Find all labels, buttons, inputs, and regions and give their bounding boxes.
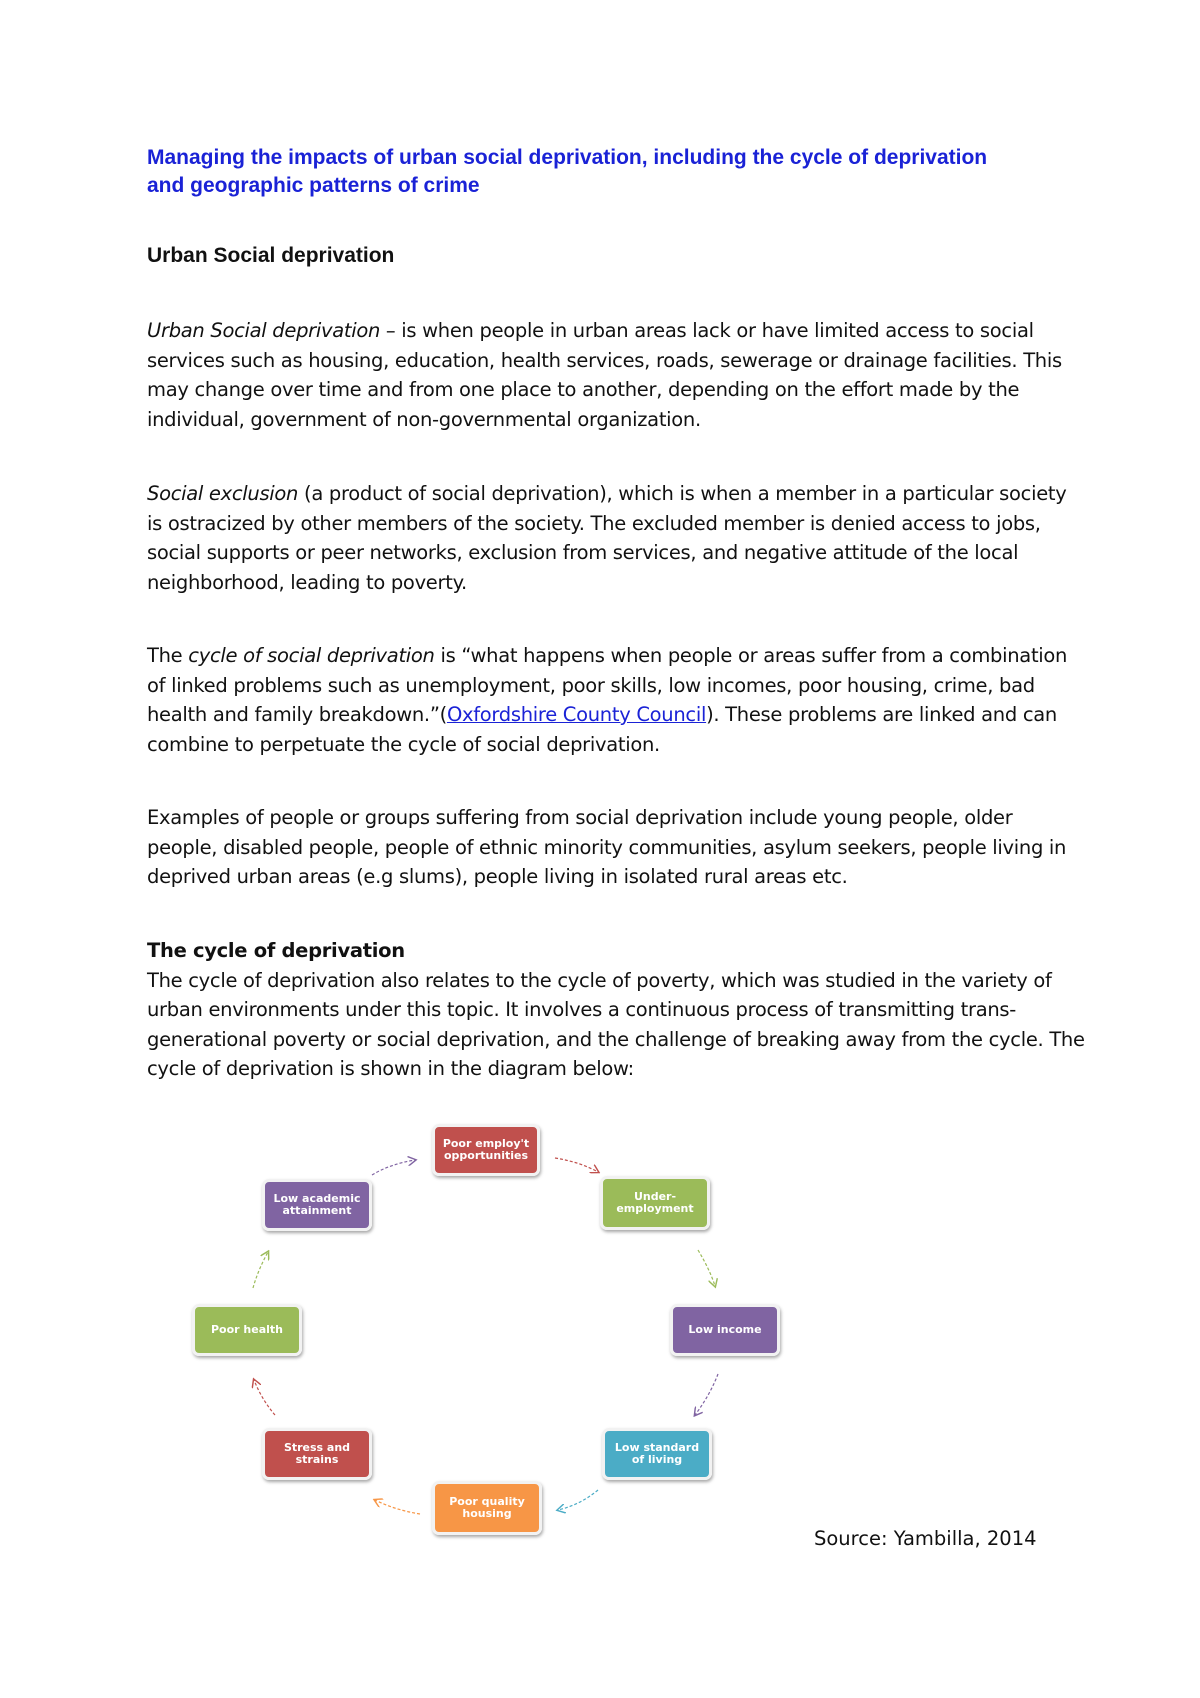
node-poor-employment-opportunities: Poor employ't opportunities	[432, 1124, 540, 1176]
paragraph-text: is “what happens when people or areas suffer from a combination of linked problems such as unemployment, poor skills, low incomes, poor housing, crime, bad health and family breakdown.”(	[147, 644, 1068, 726]
term-urban-social-deprivation: Urban Social deprivation	[147, 319, 381, 342]
paragraph-text: – is when people in urban areas lack or have limited access to social services such as housing, education, health services, roads, sewerage or drainage facilities. This may change over time and from one place to another, depending on the effort made by the individual, government of non-governmental organization.	[147, 319, 1062, 431]
node-stress-and-strains: Stress and strains	[262, 1428, 372, 1480]
arrow-1	[555, 1158, 598, 1172]
arrow-7	[253, 1252, 268, 1288]
paragraph-cycle-of-deprivation	[147, 936, 1087, 1084]
node-under-employment: Under-employment	[600, 1176, 710, 1230]
document-title: Managing the impacts of urban social deprivation, including the cycle of deprivation and geographic patterns of crime	[147, 146, 988, 197]
arrow-3	[695, 1374, 718, 1415]
node-poor-health: Poor health	[192, 1304, 302, 1356]
paragraph-text: The cycle of deprivation also relates to the cycle of poverty, which was studied in the variety of urban environments under this topic. It involves a continuous process of transmitting trans-generational poverty or social deprivation, and the challenge of breaking away from the cycle. The cycle of deprivation is shown in the diagram below:	[147, 968, 1085, 1080]
arrow-8	[372, 1160, 415, 1175]
paragraph-cycle-definition	[147, 641, 1087, 759]
paragraph-lead: The	[147, 644, 189, 667]
section-subheading: Urban Social deprivation	[147, 244, 395, 267]
oxfordshire-link[interactable]: Oxfordshire County Council	[446, 703, 707, 726]
paragraph-examples: Examples of people or groups suffering from social deprivation include young people, older people, disabled people, people of ethnic minority communities, asylum seekers, people living in deprived urban areas (e.g slums), people living in isolated rural areas etc.	[147, 806, 1067, 888]
node-low-academic-attainment: Low academic attainment	[262, 1179, 372, 1231]
paragraph-urban-social-deprivation	[147, 316, 1087, 434]
node-poor-quality-housing: Poor quality housing	[432, 1481, 542, 1535]
paragraph-tail: ). These problems are linked and can combine to perpetuate the cycle of social deprivation.	[147, 703, 1057, 756]
arrow-5	[375, 1500, 420, 1514]
term-social-exclusion: Social exclusion	[147, 482, 299, 505]
arrow-2	[698, 1250, 715, 1286]
paragraph-text: (a product of social deprivation), which is when a member in a particular society is ostracized by other members of the society. The excluded member is denied access to jobs, social supports or peer networks, exclusion from services, and negative attitude of the local neighborhood, leading to poverty.	[147, 482, 1067, 594]
node-low-income: Low income	[670, 1304, 780, 1356]
arrow-6	[254, 1380, 275, 1415]
cycle-heading: The cycle of deprivation	[147, 939, 405, 962]
paragraph-social-exclusion	[147, 479, 1087, 597]
cycle-diagram	[180, 1110, 800, 1550]
node-low-standard-of-living: Low standard of living	[602, 1428, 712, 1480]
source-citation: Source: Yambilla, 2014	[814, 1527, 1037, 1550]
arrow-4	[558, 1490, 598, 1510]
term-cycle-of-social-deprivation: cycle of social deprivation	[188, 644, 435, 667]
